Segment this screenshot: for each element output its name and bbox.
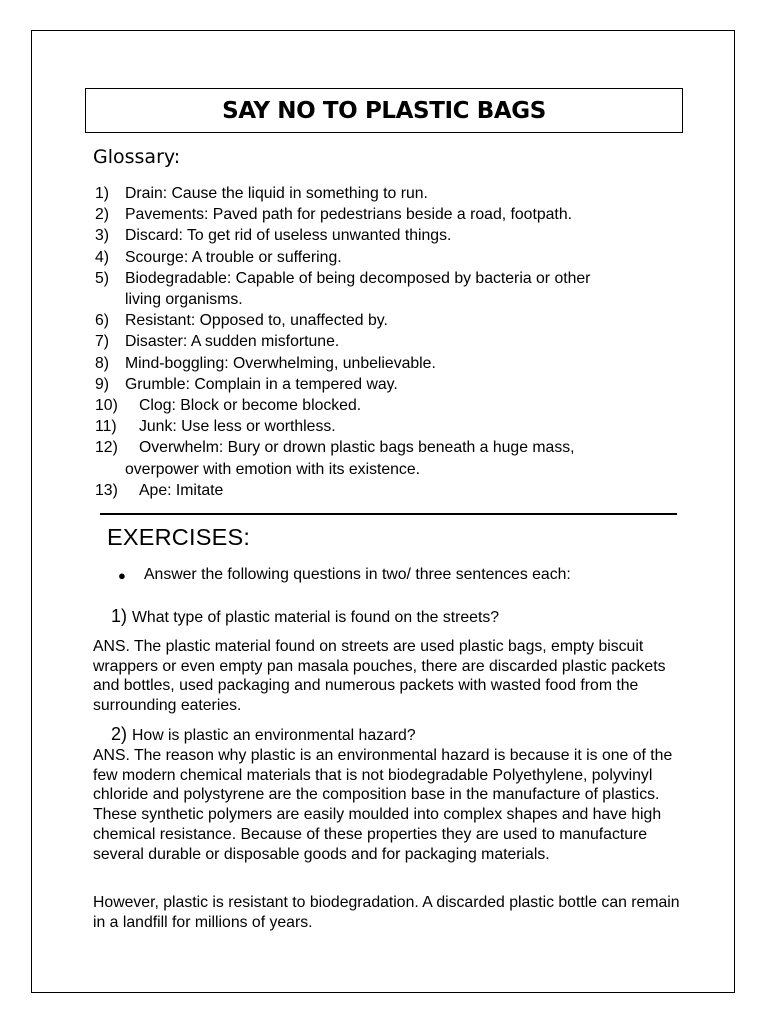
title-box: [85, 88, 683, 133]
glossary-item: [95, 480, 695, 501]
instruction-text: Answer the following questions in two/ three sentences each:: [144, 566, 571, 583]
question-number: 1): [111, 606, 128, 626]
question-text: What type of plastic material is found on the streets?: [132, 609, 500, 626]
item-text: Junk: Use less or worthless.: [139, 418, 336, 436]
question-text: How is plastic an environmental hazard?: [132, 727, 416, 744]
glossary-heading: Glossary:: [93, 146, 181, 168]
answer-1: ANS. The plastic material found on streets are used plastic bags, empty biscuit wrappers or even empty pan masala pouches, there are discarded plastic packets and bottles, used packaging and numerous packets with wasted food from the surrounding eateries.: [93, 638, 666, 715]
page-title: SAY NO TO PLASTIC BAGS: [222, 97, 546, 124]
item-text: Clog: Block or become blocked.: [139, 397, 362, 415]
item-number: 6): [95, 312, 110, 330]
question-number: 2): [111, 724, 128, 744]
item-number: 1): [95, 185, 110, 202]
item-number: 7): [95, 333, 110, 351]
item-text: Grumble: Complain in a tempered way.: [125, 375, 398, 393]
item-text-continuation: living organisms.: [125, 291, 243, 309]
item-text: Scourge: A trouble or suffering.: [125, 248, 342, 266]
item-number: 12): [95, 439, 118, 457]
item-text: Pavements: Paved path for pedestrians beside a road, footpath.: [125, 206, 572, 224]
item-text: Disaster: A sudden misfortune.: [125, 333, 340, 351]
glossary-item: [95, 225, 695, 246]
item-number: 8): [95, 354, 110, 372]
answer-2-continuation: However, plastic is resistant to biodegradation. A discarded plastic bottle can remain in a landfill for millions of years.: [93, 894, 680, 931]
bullet-icon: ●: [118, 568, 126, 583]
glossary-item: [95, 204, 695, 225]
item-text-line: Biodegradable: Capable of being decomposed by bacteria or other: [125, 269, 591, 287]
item-text: Resistant: Opposed to, unaffected by.: [125, 312, 388, 330]
item-number: 13): [95, 481, 118, 499]
item-number: 4): [95, 248, 110, 266]
question-2: [111, 724, 416, 745]
item-number: 5): [95, 269, 110, 287]
item-number: 10): [95, 397, 118, 415]
answer-2: ANS. The reason why plastic is an environmental hazard is because it is one of the few modern chemical materials that is not biodegradable Polyethylene, polyvinyl chloride and polystyrene are the composition base in the manufacture of plastics. These synthetic polymers are easily moulded into complex shapes and have high chemical resistance. Because of these properties they are used to manufacture several durable or disposable goods and for packaging materials.: [93, 747, 673, 863]
glossary-item: [95, 331, 695, 352]
glossary-item: [95, 183, 695, 204]
item-number: 11): [95, 418, 117, 436]
item-text-continuation: overpower with emotion with its existence.: [125, 460, 421, 478]
item-text: Discard: To get rid of useless unwanted things.: [125, 227, 452, 245]
glossary-item: [95, 268, 695, 310]
item-text: Mind-boggling: Overwhelming, unbelievable.: [125, 354, 436, 372]
glossary-item: [95, 437, 695, 458]
instruction-bullet: [118, 566, 571, 586]
glossary-item: [95, 416, 695, 437]
item-number: 2): [95, 206, 110, 224]
item-text: Overwhelm: Bury or drown plastic bags beneath a huge mass,: [139, 439, 575, 457]
item-text: Drain: Cause the liquid in something to run.: [125, 185, 428, 202]
glossary-item-continuation: [95, 459, 695, 480]
glossary-item: [95, 310, 695, 331]
item-text: Ape: Imitate: [139, 481, 224, 499]
item-number: 3): [95, 227, 110, 245]
glossary-item: [95, 353, 695, 374]
item-number: 9): [95, 375, 110, 393]
item-text: [125, 268, 695, 310]
glossary-item: [95, 374, 695, 395]
question-1: [111, 606, 499, 627]
glossary-item: [95, 395, 695, 416]
glossary-list: [95, 183, 695, 501]
glossary-item: [95, 247, 695, 268]
exercises-heading: EXERCISES:: [107, 524, 251, 550]
section-divider: [100, 513, 677, 515]
